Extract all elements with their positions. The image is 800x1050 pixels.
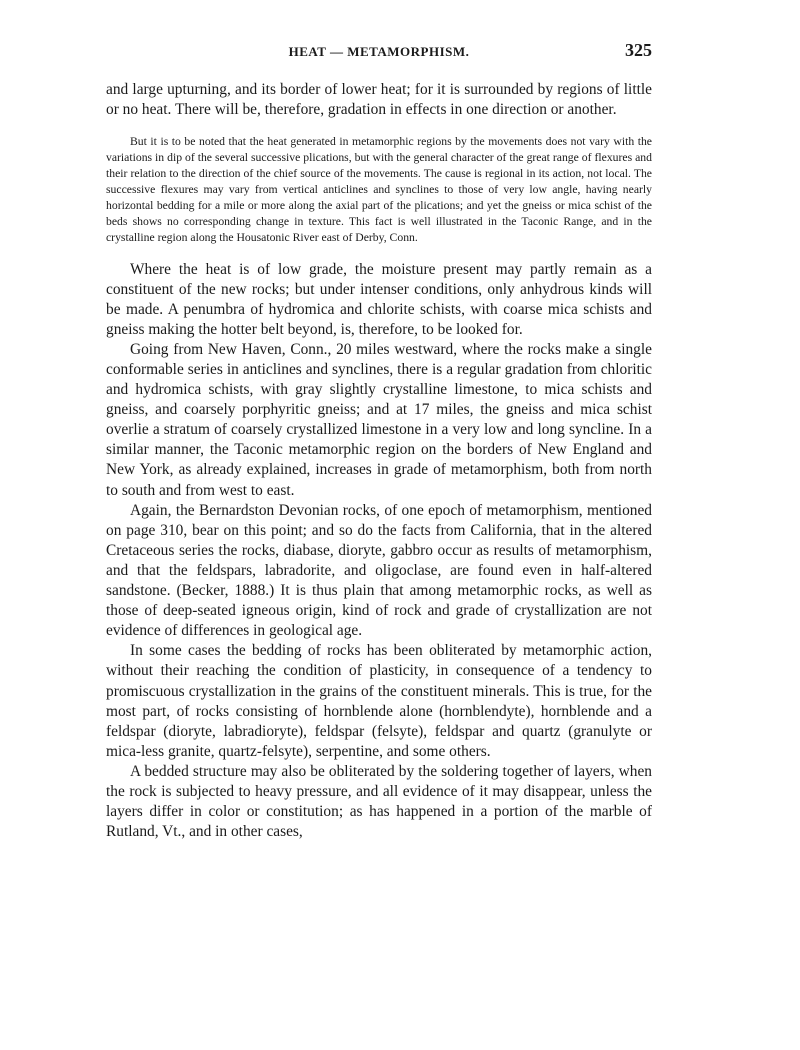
running-title: HEAT — METAMORPHISM. xyxy=(288,44,470,59)
small-print-note: But it is to be noted that the heat generated in metamorphic regions by the movements does not vary with the variations in dip of the several successive plications, but with the general character of the great range of flexures and their relation to the direction of the chief source of the movements. The cause is regional in its action, not local. The successive flexures may vary from vertical anticlines and synclines to those of very low angle, having nearly horizontal bedding for a mile or more along the axial part of the plications; and yet the gneiss or mica schist of the beds shows no corresponding change in texture. This fact is well illustrated in the Taconic Range, and in the crystalline region along the Housatonic River east of Derby, Conn. xyxy=(106,135,652,244)
paragraph-continuation: and large upturning, and its border of lower heat; for it is surrounded by regions of little or no heat. There will be, therefore, gradation in effects in one direction or another. xyxy=(106,81,652,119)
page-number: 325 xyxy=(625,40,652,60)
paragraph-bernardston: Again, the Bernardston Devonian rocks, of one epoch of metamorphism, mentioned on page 310, bear on this point; and so do the facts from California, that in the altered Cretaceous series the rocks, diabase, dioryte, gabbro occur as results of metamorphism, and that the feldspars, labradorite, and oligoclase, are found even in half-altered sandstone. (Becker, 1888.) It is thus plain that among metamorphic rocks, as well as those of deep-seated igneous origin, kind of rock and grade of crystallization are not evidence of differences in geological age. xyxy=(106,501,652,640)
paragraph-heat-grade: Where the heat is of low grade, the moisture present may partly remain as a constituent of the new rocks; but under intenser conditions, only anhydrous kinds will be made. A penumbra of hydromica and chlorite schists, with coarse mica schists and gneiss making the hotter belt beyond, is, therefore, to be looked for. xyxy=(106,260,652,338)
running-head xyxy=(106,40,652,62)
book-page xyxy=(106,40,652,842)
paragraph-bedded-structure: A bedded structure may also be obliterated by the soldering together of layers, when the rock is subjected to heavy pressure, and all evidence of it may disappear, unless the layers differ in color or constitution; as has happened in a portion of the marble of Rutland, Vt., and in other cases, xyxy=(106,762,652,841)
paragraph-bedding-obliterated: In some cases the bedding of rocks has been obliterated by metamorphic action, without their reaching the condition of plasticity, in consequence of a tendency to promiscuous crystallization in the grains of the constituent minerals. This is true, for the most part, of rocks consisting of hornblende alone (hornblendyte), hornblende and a feldspar (dioryte, labradioryte), feldspar (felsyte), feldspar and quartz (granulyte or mica-less granite, quartz-felsyte), serpentine, and some others. xyxy=(106,642,652,760)
paragraph-new-haven: Going from New Haven, Conn., 20 miles westward, where the rocks make a single conformable series in anticlines and synclines, there is a regular gradation from chloritic and hydromica schists, with gray slightly crystalline limestone, to mica schists and gneiss, and coarsely porphyritic gneiss; and at 17 miles, the gneiss and mica schist overlie a stratum of coarsely crystallized limestone in a very low and long syncline. In a similar manner, the Taconic metamorphic region on the borders of New England and New York, as already explained, increases in grade of metamorphism, both from north to south and from west to east. xyxy=(106,340,652,499)
